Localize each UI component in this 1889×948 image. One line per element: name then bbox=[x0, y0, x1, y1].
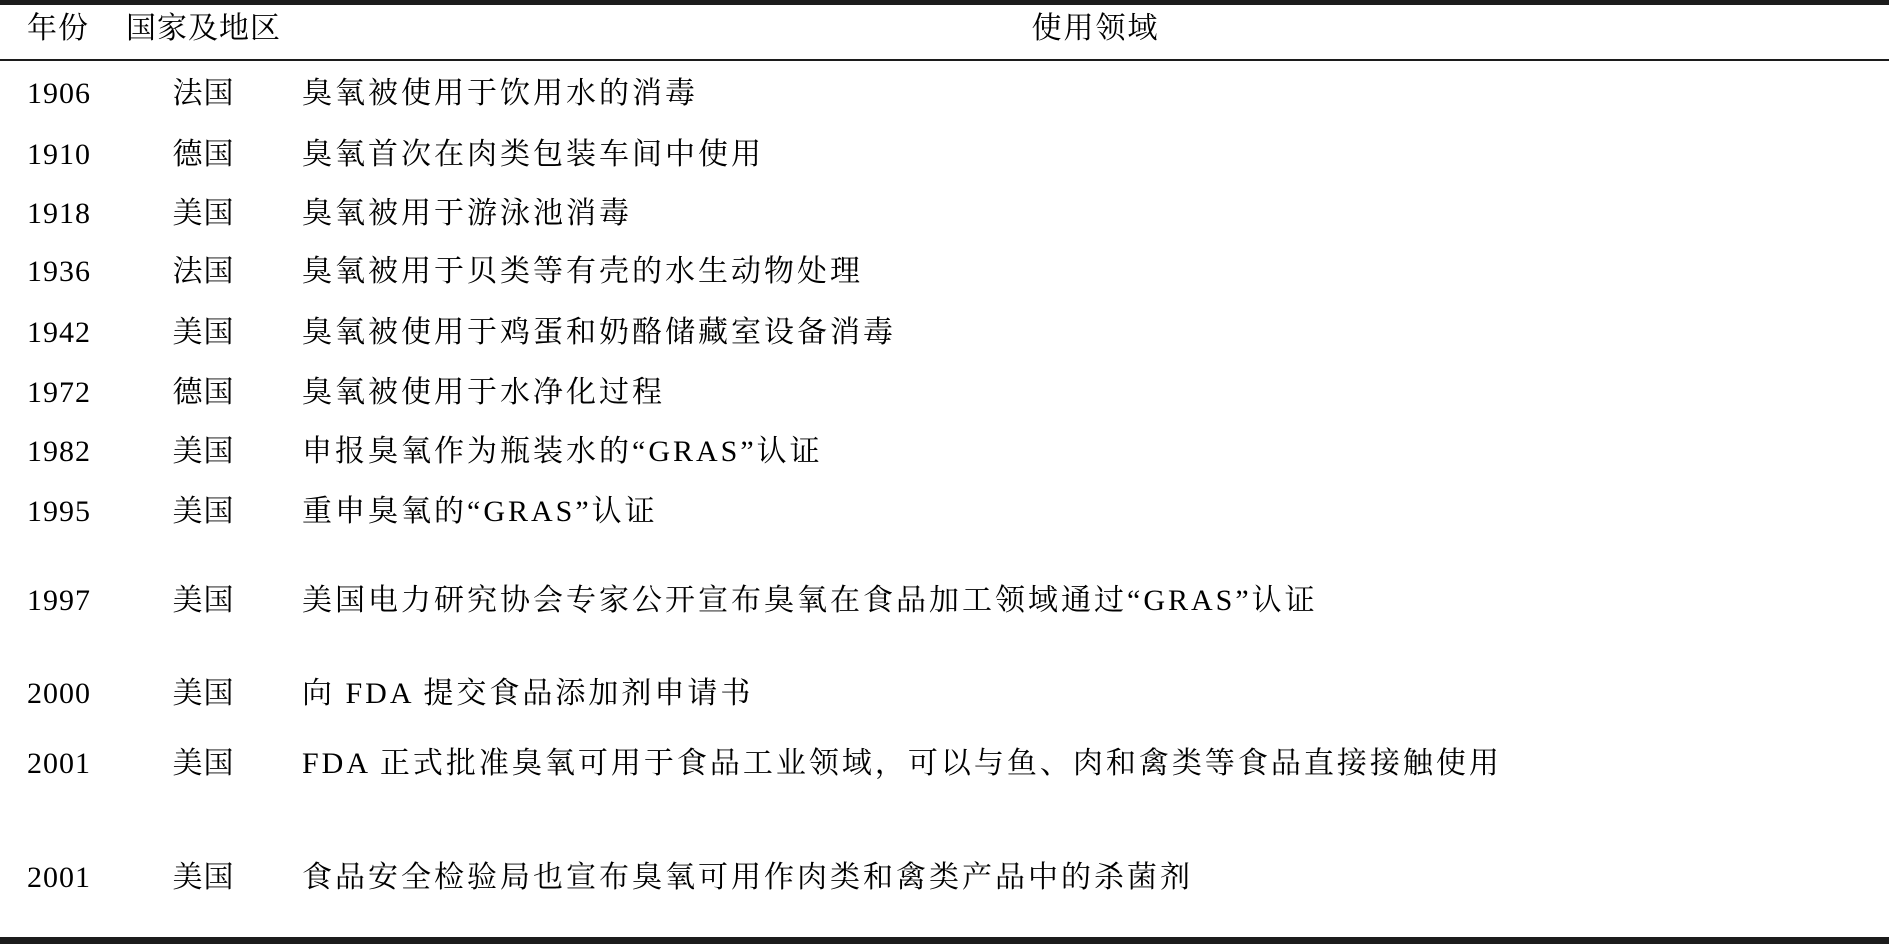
country-cell: 德国 bbox=[172, 138, 235, 171]
column-header-usage: 使用领域 bbox=[1031, 12, 1160, 45]
country-cell: 法国 bbox=[172, 77, 235, 110]
table-top-rule bbox=[0, 0, 1889, 5]
year-cell: 1910 bbox=[27, 138, 91, 171]
year-cell: 1936 bbox=[27, 255, 91, 288]
year-cell: 1982 bbox=[27, 435, 91, 468]
country-cell: 美国 bbox=[172, 861, 235, 894]
table-header-row bbox=[0, 8, 1889, 50]
year-cell: 2000 bbox=[27, 677, 91, 710]
table-row bbox=[0, 312, 1889, 354]
usage-cell: 向 FDA 提交食品添加剂申请书 bbox=[302, 677, 754, 710]
year-cell: 1906 bbox=[27, 77, 91, 110]
usage-cell: 臭氧被使用于饮用水的消毒 bbox=[302, 77, 698, 110]
table-row bbox=[0, 193, 1889, 235]
table-row bbox=[0, 743, 1889, 785]
table-row bbox=[0, 251, 1889, 293]
table-row bbox=[0, 580, 1889, 622]
table-row bbox=[0, 491, 1889, 533]
table-row bbox=[0, 431, 1889, 473]
table-header-rule bbox=[0, 59, 1889, 61]
country-cell: 美国 bbox=[172, 677, 235, 710]
usage-cell: 食品安全检验局也宣布臭氧可用作肉类和禽类产品中的杀菌剂 bbox=[302, 861, 1193, 894]
usage-cell: 臭氧被使用于鸡蛋和奶酪储藏室设备消毒 bbox=[302, 316, 896, 349]
usage-cell: 臭氧被使用于水净化过程 bbox=[302, 376, 665, 409]
year-cell: 1972 bbox=[27, 376, 91, 409]
usage-cell: 美国电力研究协会专家公开宣布臭氧在食品加工领域通过“GRAS”认证 bbox=[302, 584, 1318, 617]
column-header-year: 年份 bbox=[27, 12, 89, 45]
country-cell: 法国 bbox=[172, 255, 235, 288]
year-cell: 1995 bbox=[27, 495, 91, 528]
usage-cell: 臭氧被用于游泳池消毒 bbox=[302, 197, 632, 230]
year-cell: 1997 bbox=[27, 584, 91, 617]
table-row bbox=[0, 372, 1889, 414]
country-cell: 德国 bbox=[172, 376, 235, 409]
usage-cell: 臭氧被用于贝类等有壳的水生动物处理 bbox=[302, 255, 863, 288]
country-cell: 美国 bbox=[172, 435, 235, 468]
country-cell: 美国 bbox=[172, 197, 235, 230]
usage-cell: 重申臭氧的“GRAS”认证 bbox=[302, 495, 658, 528]
year-cell: 1942 bbox=[27, 316, 91, 349]
table-row bbox=[0, 73, 1889, 115]
table-bottom-rule bbox=[0, 937, 1889, 944]
usage-cell: 臭氧首次在肉类包装车间中使用 bbox=[302, 138, 764, 171]
column-header-country: 国家及地区 bbox=[126, 12, 281, 45]
year-cell: 2001 bbox=[27, 747, 91, 780]
usage-cell: 申报臭氧作为瓶装水的“GRAS”认证 bbox=[302, 435, 823, 468]
year-cell: 2001 bbox=[27, 861, 91, 894]
table-row bbox=[0, 673, 1889, 715]
country-cell: 美国 bbox=[172, 584, 235, 617]
table-row bbox=[0, 134, 1889, 176]
country-cell: 美国 bbox=[172, 316, 235, 349]
table-row bbox=[0, 857, 1889, 899]
year-cell: 1918 bbox=[27, 197, 91, 230]
country-cell: 美国 bbox=[172, 495, 235, 528]
usage-cell: FDA 正式批准臭氧可用于食品工业领域，可以与鱼、肉和禽类等食品直接接触使用 bbox=[302, 747, 1502, 780]
country-cell: 美国 bbox=[172, 747, 235, 780]
